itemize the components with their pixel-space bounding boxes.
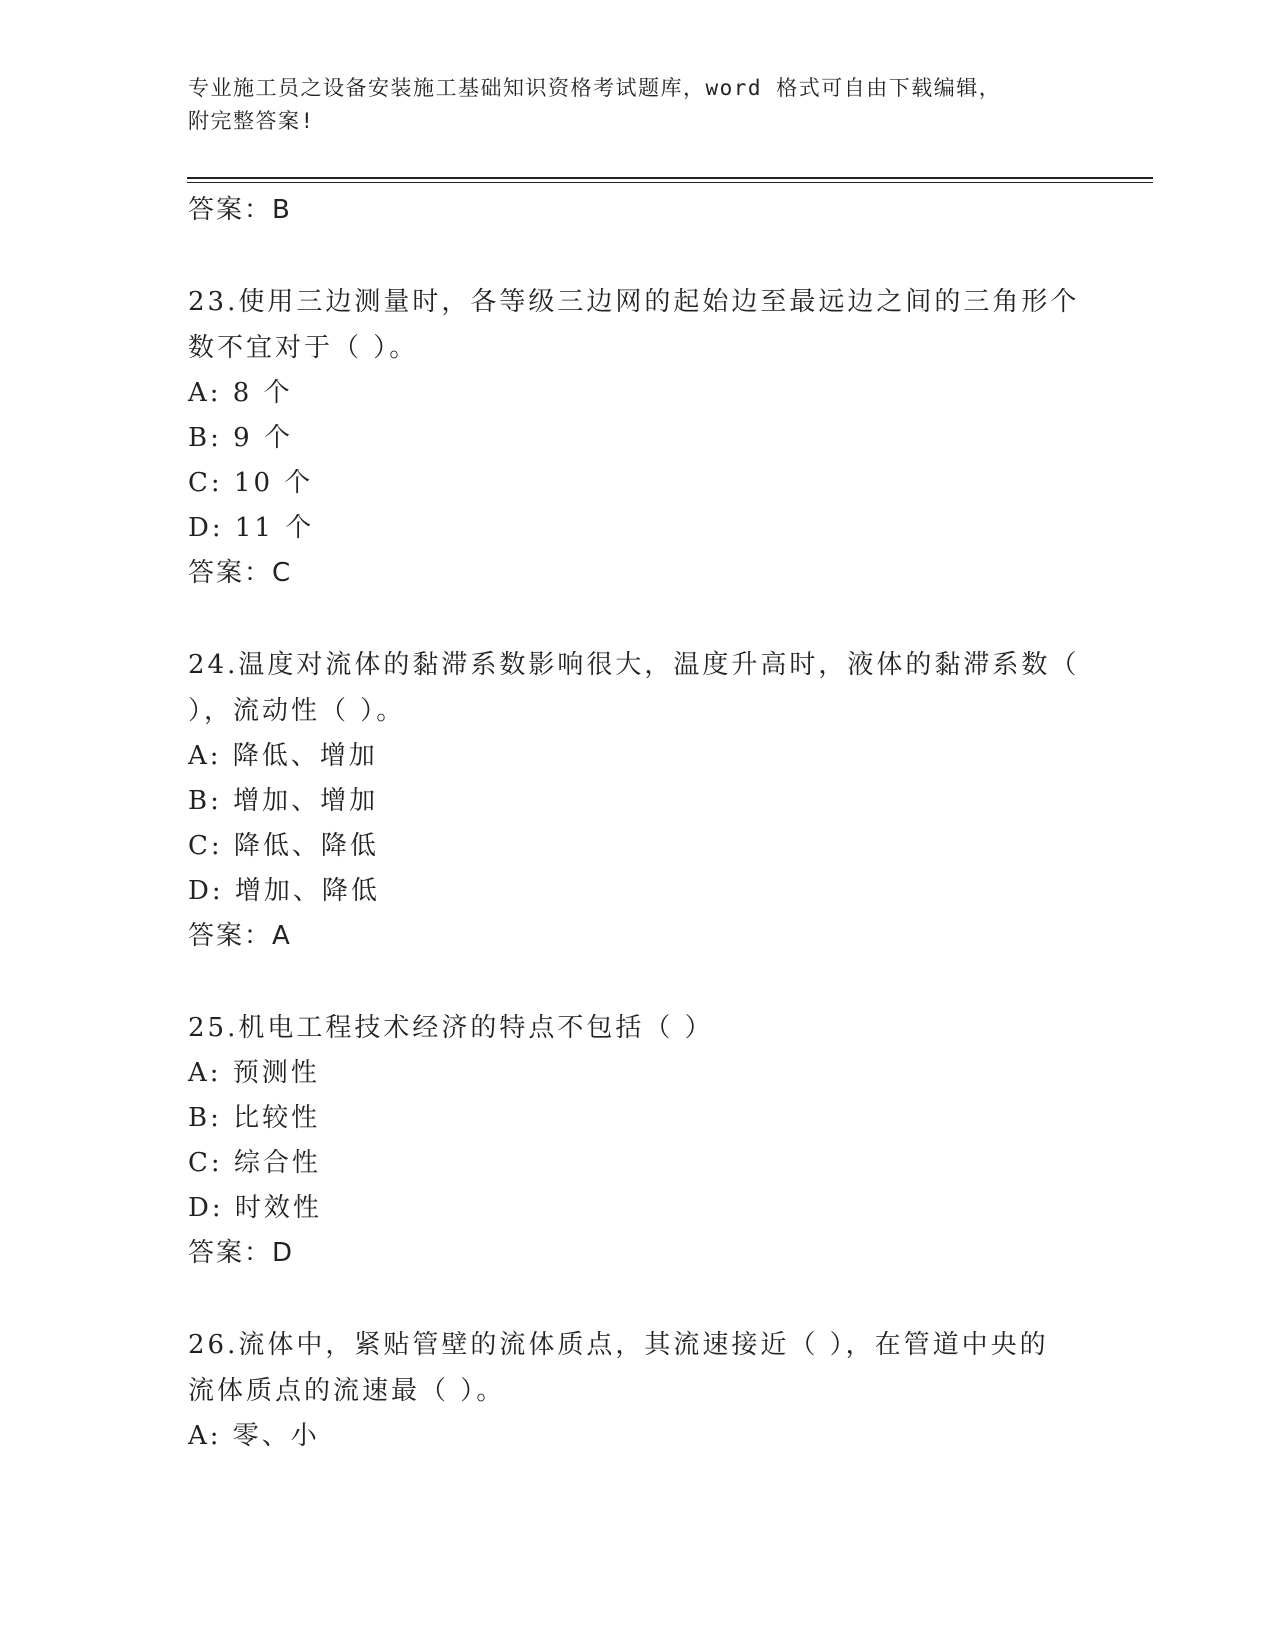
question-text: ），流动性（ ）。	[188, 696, 406, 726]
question-text: 数不宜对于（ ）。	[188, 333, 419, 363]
question-text: 25.机电工程技术经济的特点不包括（ ）	[188, 1013, 714, 1043]
answer-line: 答案：C	[188, 558, 293, 588]
spacer	[188, 959, 1088, 1005]
header-line-2: 附完整答案!	[188, 109, 315, 133]
answer-line: 答案：D	[188, 1238, 295, 1268]
header-divider-thin	[187, 182, 1153, 183]
option-c: C: 综合性	[188, 1148, 321, 1178]
option-d: D: 时效性	[188, 1193, 322, 1223]
option-b: B: 增加、增加	[188, 786, 379, 816]
option-a: A: 零、小	[188, 1421, 320, 1451]
spacer	[188, 596, 1088, 642]
header-divider-thick	[187, 177, 1153, 179]
option-d: D: 增加、降低	[188, 876, 380, 906]
option-d: D: 11 个	[188, 513, 315, 543]
option-c: C: 10 个	[188, 468, 314, 498]
question-block	[188, 1005, 1088, 1276]
answer-line: 答案：A	[188, 921, 292, 951]
option-b: B: 9 个	[188, 423, 293, 453]
question-text: 26.流体中，紧贴管壁的流体质点，其流速接近（ ），在管道中央的	[188, 1330, 1049, 1360]
question-block	[188, 279, 1088, 596]
header-line-1: 专业施工员之设备安装施工基础知识资格考试题库，word 格式可自由下载编辑，	[188, 76, 1002, 100]
page-header	[188, 72, 1068, 138]
question-text: 24.温度对流体的黏滞系数影响很大，温度升高时，液体的黏滞系数（	[188, 650, 1080, 680]
option-a: A: 预测性	[188, 1058, 320, 1088]
question-text: 流体质点的流速最（ ）。	[188, 1376, 506, 1406]
option-b: B: 比较性	[188, 1103, 321, 1133]
option-c: C: 降低、降低	[188, 831, 379, 861]
question-block	[188, 642, 1088, 959]
answer-line: 答案：B	[188, 195, 292, 225]
question-list	[188, 188, 1088, 1459]
question-text: 23.使用三边测量时，各等级三边网的起始边至最远边之间的三角形个	[188, 287, 1080, 317]
option-a: A: 降低、增加	[188, 741, 378, 771]
spacer	[188, 233, 1088, 279]
option-a: A: 8 个	[188, 378, 293, 408]
question-block	[188, 1322, 1088, 1459]
spacer	[188, 1276, 1088, 1322]
